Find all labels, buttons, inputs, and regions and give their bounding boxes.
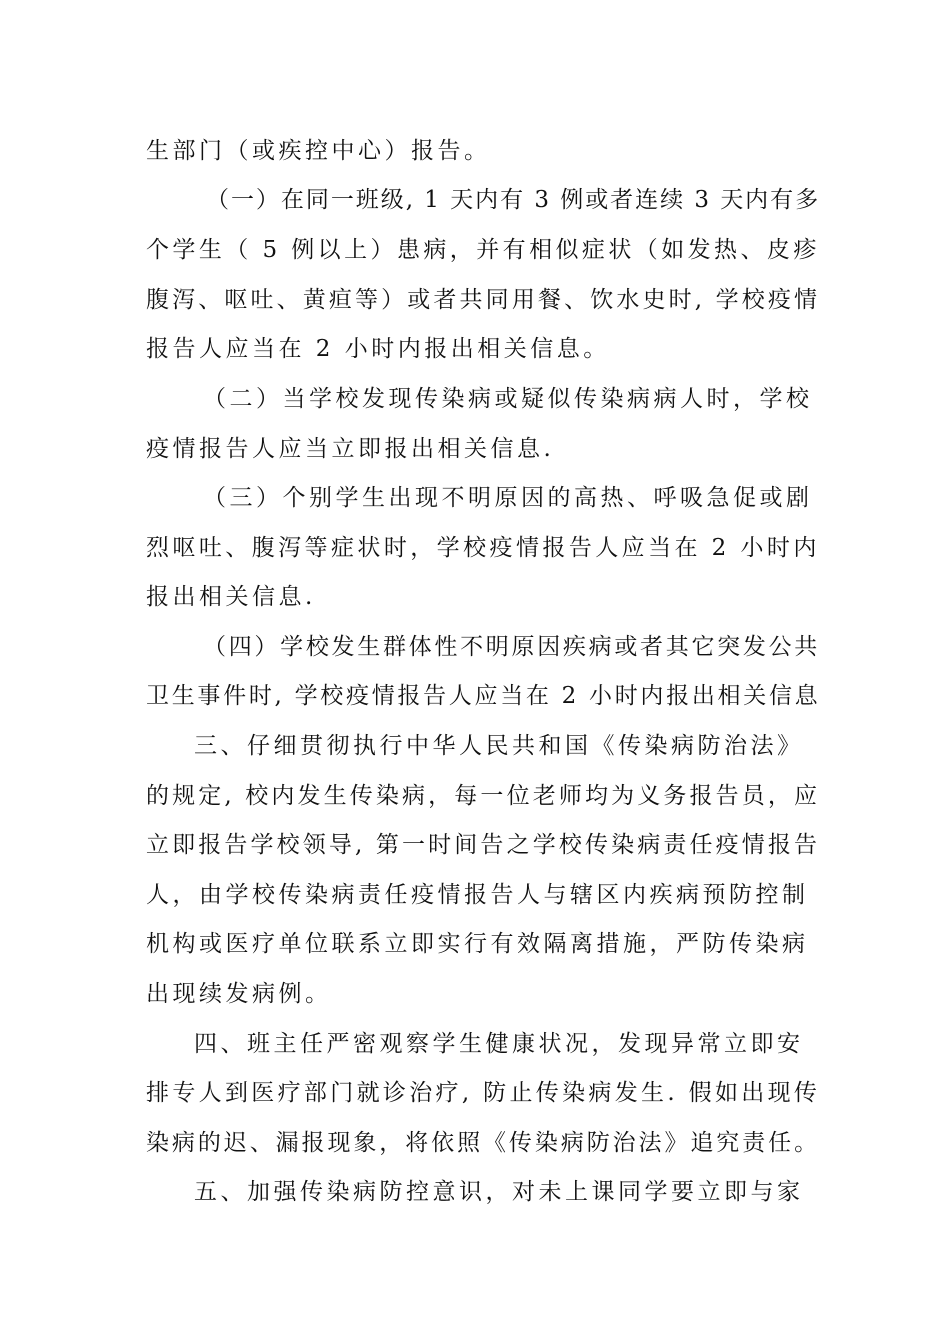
text-line-10: 报出相关信息. bbox=[146, 584, 316, 610]
text-line-17: 机构或医疗单位联系立即实行有效隔离措施，严防传染病 bbox=[146, 931, 809, 957]
text-line-5: 报告人应当在 2 小时内报出相关信息。 bbox=[146, 336, 610, 362]
text-line-2: （一）在同一班级, 1 天内有 3 例或者连续 3 天内有多 bbox=[206, 187, 821, 213]
text-line-19: 四、班主任严密观察学生健康状况，发现异常立即安 bbox=[194, 1031, 804, 1057]
text-line-15: 立即报告学校领导, 第一时间告之学校传染病责任疫情报告 bbox=[146, 832, 821, 858]
text-line-11: （四）学校发生群体性不明原因疾病或者其它突发公共 bbox=[203, 634, 820, 660]
text-line-8: （三）个别学生出现不明原因的高热、呼吸急促或剧 bbox=[203, 485, 813, 511]
text-line-14: 的规定, 校内发生传染病，每一位老师均为义务报告员，应 bbox=[146, 783, 821, 809]
text-line-21: 染病的迟、漏报现象，将依照《传染病防治法》追究责任。 bbox=[146, 1130, 820, 1156]
text-line-12: 卫生事件时, 学校疫情报告人应当在 2 小时内报出相关信息 bbox=[146, 683, 821, 709]
text-line-13: 三、仔细贯彻执行中华人民共和国《传染病防治法》 bbox=[194, 733, 804, 759]
text-line-1: 生部门（或疾控中心）报告。 bbox=[146, 138, 491, 164]
text-line-18: 出现续发病例。 bbox=[146, 981, 332, 1007]
text-line-7: 疫情报告人应当立即报出相关信息. bbox=[146, 436, 555, 462]
text-line-9: 烈呕吐、腹泻等症状时，学校疫情报告人应当在 2 小时内 bbox=[146, 535, 820, 561]
text-line-6: （二）当学校发现传染病或疑似传染病病人时，学校 bbox=[203, 386, 813, 412]
text-line-22: 五、加强传染病防控意识，对未上课同学要立即与家 bbox=[194, 1179, 804, 1205]
text-line-3: 个学生（ 5 例以上）患病，并有相似症状（如发热、皮疹 bbox=[146, 237, 820, 263]
text-line-16: 人，由学校传染病责任疫情报告人与辖区内疾病预防控制 bbox=[146, 882, 809, 908]
text-line-4: 腹泻、呕吐、黄疸等）或者共同用餐、饮水史时, 学校疫情 bbox=[146, 287, 821, 313]
text-line-20: 排专人到医疗部门就诊治疗, 防止传染病发生. 假如出现传 bbox=[146, 1080, 821, 1106]
